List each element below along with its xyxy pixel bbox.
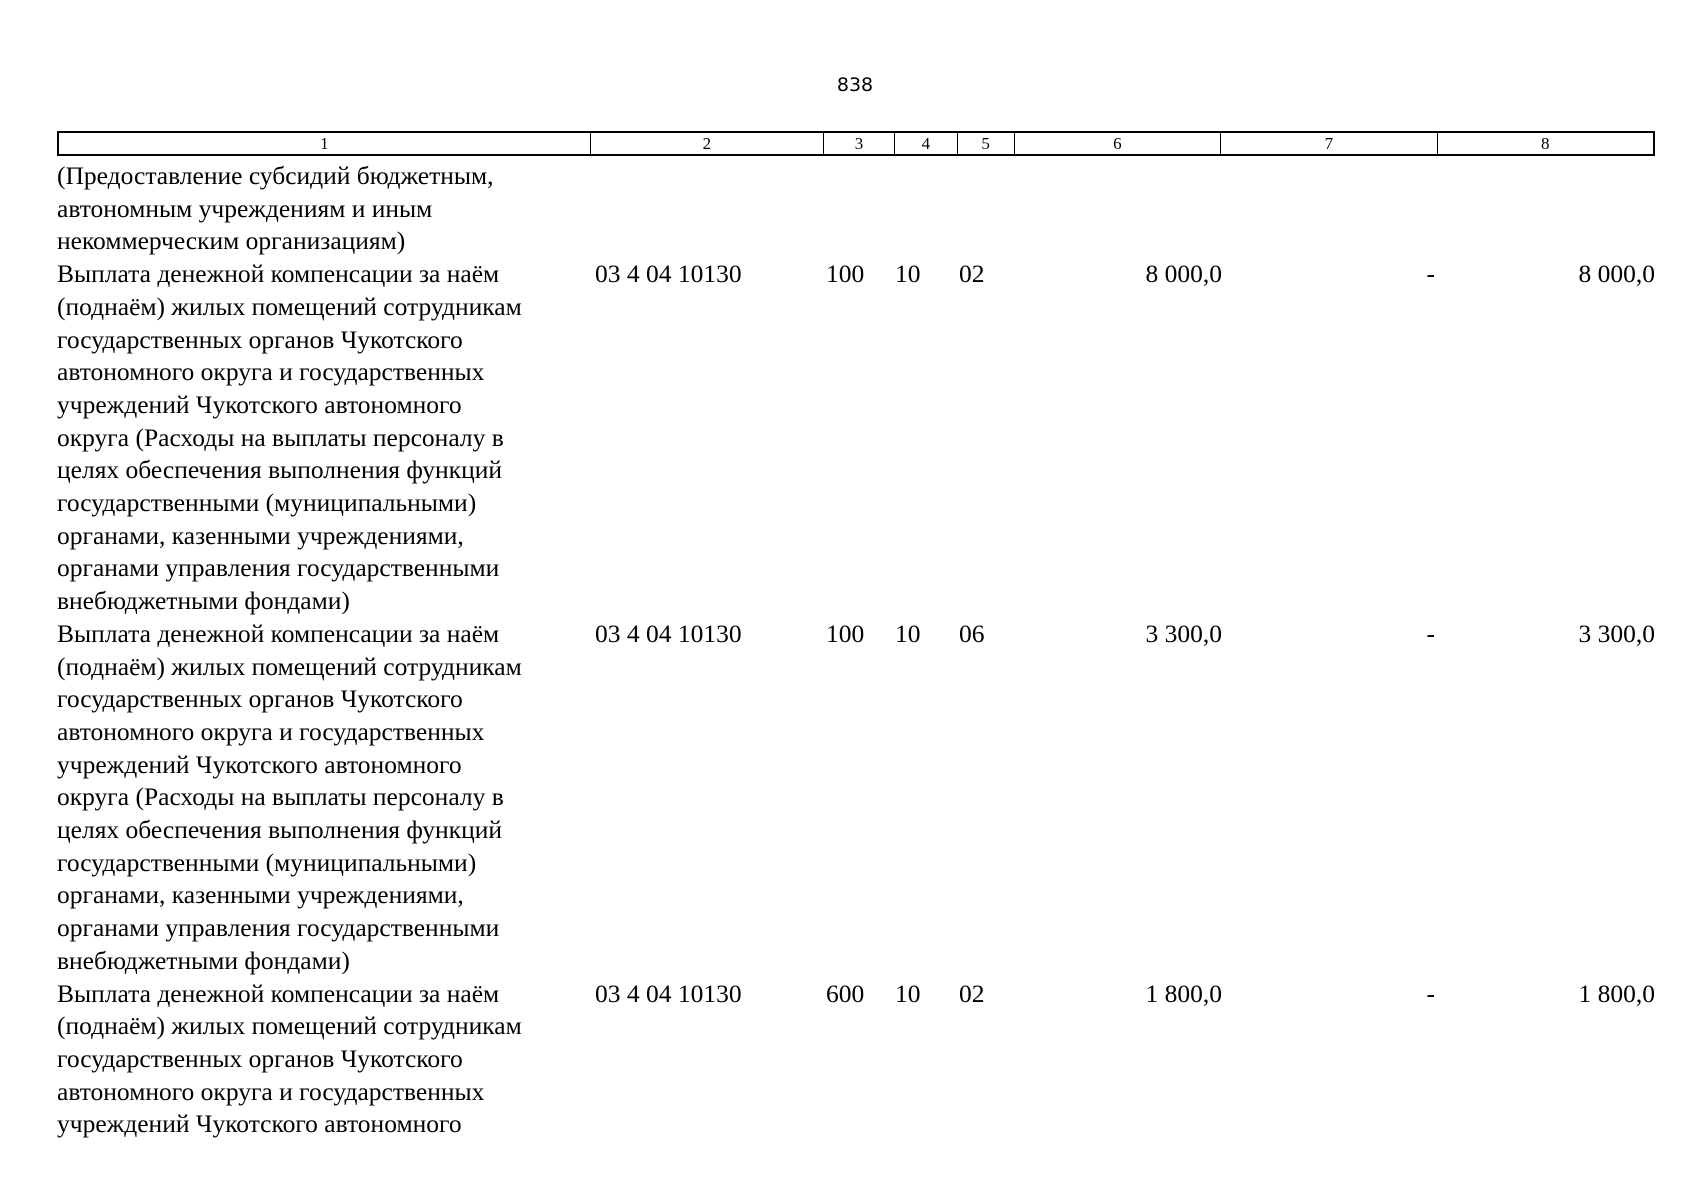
row-col8-amount: 1 800,0 [1578,978,1655,1008]
row-section: 10 [895,618,921,648]
row-col6-amount: 3 300,0 [1145,618,1222,648]
row-name: Выплата денежной компенсации за наём (поднаём) жилых помещений сотрудникам государственных органов Чукотского автономного округа и государственных учреждений Чукотского автономного округа (Расходы на выплаты персоналу в целях обеспечения выполнения функций государственными (муниципальными) органами, казенными учреждениями, органами управления государственными внебюджетными фондами) [57,259,522,616]
row-section: 10 [895,259,921,289]
header-col-2: 2 [591,133,824,154]
row-name: Выплата денежной компенсации за наём (поднаём) жилых помещений сотрудникам государственных органов Чукотского автономного округа и государственных учреждений Чукотского автономного округа (Расходы на выплаты персоналу в целях обеспечения выполнения функций государственными (муниципальными) органами, казенными учреждениями, органами управления государственными внебюджетными фондами) [57,618,522,975]
row-section: 10 [895,978,921,1008]
header-col-5: 5 [958,133,1015,154]
row-name: (Предоставление субсидий бюджетным, автономным учреждениям и иным некоммерческим организациям) [57,161,494,256]
table-row [57,258,1655,618]
row-col6-amount: 8 000,0 [1145,259,1222,289]
row-col7-amount: - [1426,978,1435,1008]
row-col7-amount: - [1426,618,1435,648]
row-name: Выплата денежной компенсации за наём (поднаём) жилых помещений сотрудникам государственных органов Чукотского автономного округа и государственных учреждений Чукотского автономного [57,978,522,1139]
header-col-7: 7 [1221,133,1437,154]
table-row [57,978,1655,1142]
table-row [57,618,1655,978]
row-col8-amount: 3 300,0 [1578,618,1655,648]
table-header [57,131,1655,156]
row-subsection: 06 [959,618,985,648]
row-target-code: 03 4 04 10130 [595,259,742,289]
row-subsection: 02 [959,978,985,1008]
header-col-8: 8 [1541,134,1550,153]
row-expense-type: 100 [826,618,865,648]
table-body [57,160,1655,1141]
row-col6-amount: 1 800,0 [1145,978,1222,1008]
row-target-code: 03 4 04 10130 [595,618,742,648]
page-number: 838 [836,74,874,96]
row-subsection: 02 [959,259,985,289]
header-col-3: 3 [824,133,895,154]
row-expense-type: 100 [826,259,865,289]
row-target-code: 03 4 04 10130 [595,978,742,1008]
header-col-4: 4 [895,133,958,154]
header-col-1: 1 [59,133,591,154]
row-expense-type: 600 [826,978,865,1008]
row-col8-amount: 8 000,0 [1578,259,1655,289]
row-col7-amount: - [1426,259,1435,289]
table-row [57,160,1655,258]
header-col-6: 6 [1015,133,1221,154]
